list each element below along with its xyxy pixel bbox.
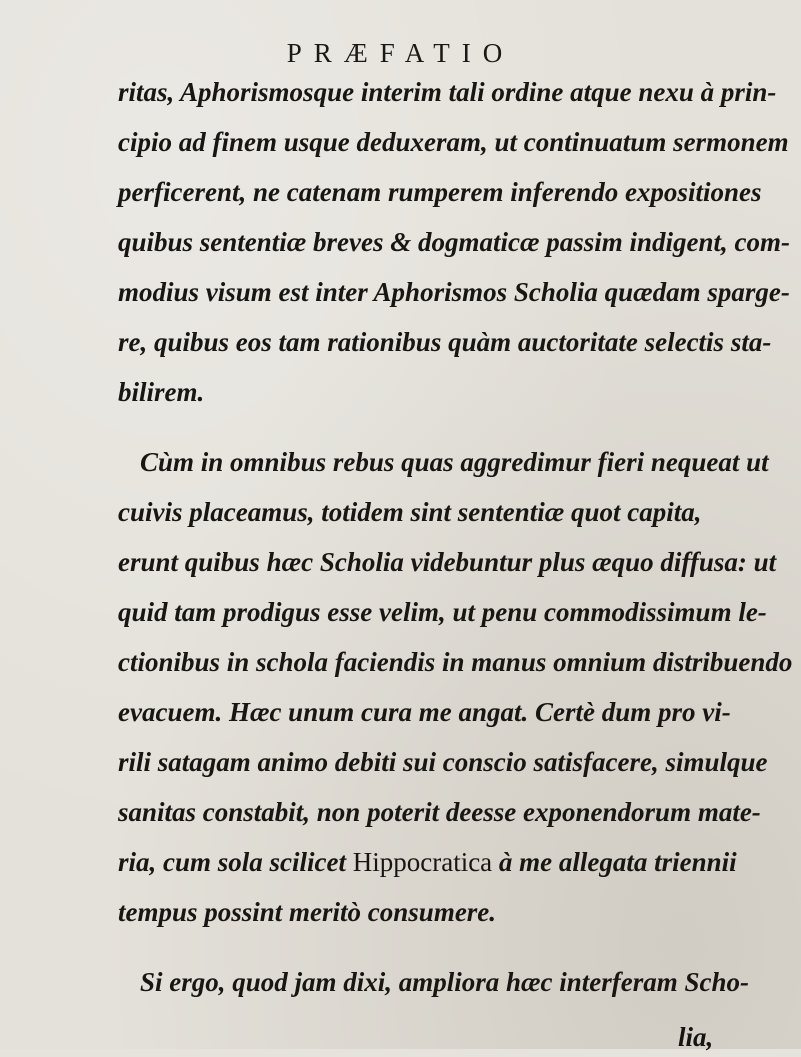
text-line: tempus possint meritò consumere.	[118, 897, 497, 927]
text-line: perficerent, ne catenam rumperem inferendo expositiones	[118, 177, 762, 207]
running-title: PRÆFATIO	[286, 38, 515, 68]
text-line: quid tam prodigus esse velim, ut penu commodissimum le-	[118, 597, 767, 627]
text-line: erunt quibus hæc Scholia videbuntur plus æquo diffusa: ut	[118, 547, 777, 577]
text-line: cipio ad finem usque deduxeram, ut continuatum sermonem	[118, 127, 789, 157]
text-line: modius visum est inter Aphorismos Scholia quædam sparge-	[118, 277, 790, 307]
text-line: ritas, Aphorismosque interim tali ordine atque nexu à prin-	[118, 77, 777, 107]
text-line: sanitas constabit, non poterit deesse exponendorum mate-	[118, 797, 761, 827]
text-line: quibus sententiæ breves & dogmaticæ passim indigent, com-	[118, 227, 791, 257]
text-segment: ria, cum sola scilicet	[118, 847, 353, 877]
catchword: lia,	[678, 1022, 714, 1052]
text-line: evacuem. Hæc unum cura me angat. Certè dum pro vi-	[118, 697, 731, 727]
text-segment: à me allegata triennii	[492, 847, 737, 877]
text-line: Cùm in omnibus rebus quas aggredimur fieri nequeat ut	[140, 447, 769, 477]
text-line: re, quibus eos tam rationibus quàm auctoritate selectis sta-	[118, 327, 772, 357]
text-line: bilirem.	[118, 377, 205, 407]
text-line-with-roman	[118, 842, 737, 882]
roman-word: Hippocratica	[352, 847, 493, 877]
text-line: Si ergo, quod jam dixi, ampliora hæc interferam Scho-	[140, 967, 750, 997]
text-line: rili satagam animo debiti sui conscio satisfacere, simulque	[118, 747, 768, 777]
text-line: cuivis placeamus, totidem sint sententiæ quot capita,	[118, 497, 702, 527]
text-line: ctionibus in schola faciendis in manus omnium distribuendo	[118, 647, 793, 677]
